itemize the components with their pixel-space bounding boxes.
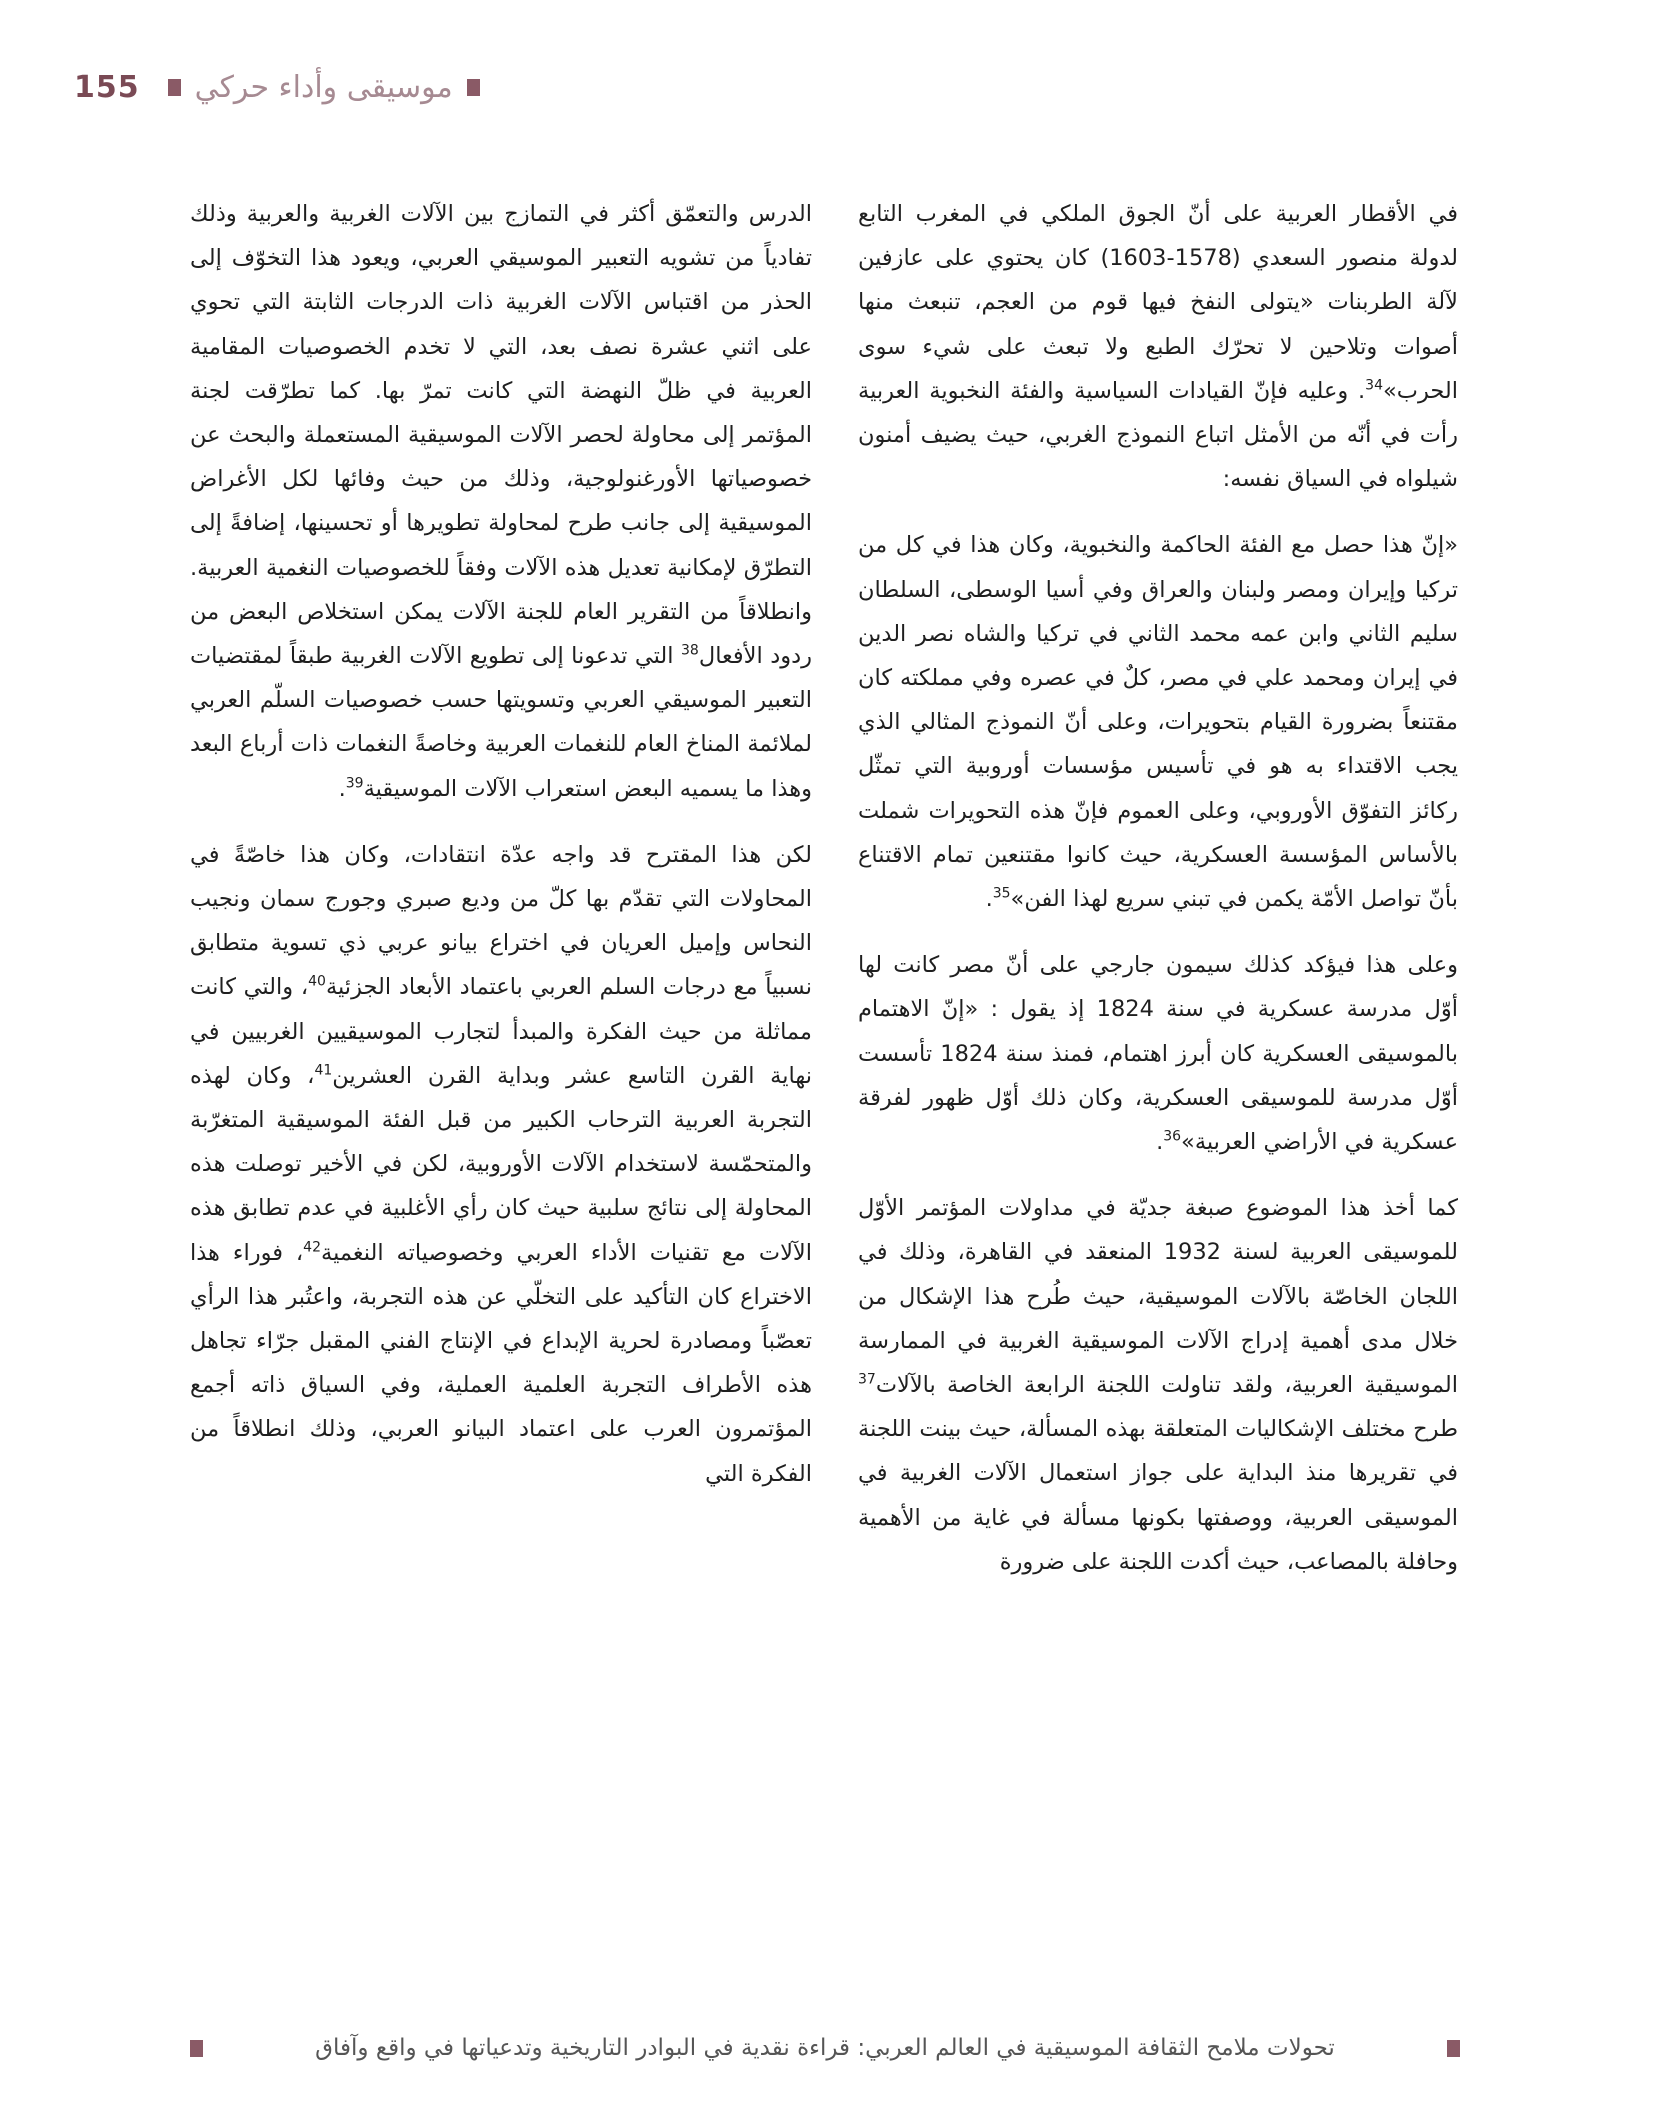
square-bullet-icon [168, 79, 181, 96]
footnote-ref: 42 [303, 1239, 321, 1256]
paragraph: الدرس والتعمّق أكثر في التمازج بين الآلات الغربية والعربية وذلك تفادياً من تشويه التعبير الموسيقي العربي، ويعود هذا التخوّف إلى الحذر من اقتباس الآلات الغربية ذات الدرجات الثابتة التي تحوي على اثني عشرة نصف بعد، التي لا تخدم الخصوصيات المقامية العربية في ظلّ النهضة التي كانت تمرّ بها. كما تطرّقت لجنة المؤتمر إلى محاولة لحصر الآلات الموسيقية المستعملة والبحث عن خصوصياتها الأورغنولوجية، وذلك من حيث وفائها لكل الأغراض الموسيقية إلى جانب طرح لمحاولة تطويرها أو تحسينها، إضافةً إلى التطرّق لإمكانية تعديل هذه الآلات وفقاً للخصوصيات النغمية العربية. وانطلاقاً من التقرير العام للجنة الآلات يمكن استخلاص البعض من ردود الأفعال$^{38}$ التي تدعونا إلى تطويع الآلات الغربية طبقاً لمقتضيات التعبير الموسيقي العربي وتسويتها حسب خصوصيات السلّم العربي لملائمة المناخ العام للنغمات العربية وخاصةً النغمات ذات أرباع البعد وهذا ما يسميه البعض استعراب الآلات الموسيقية$^{39}$. [190, 201, 812, 802]
footnote-ref: 39 [345, 775, 364, 792]
paragraph: كما أخذ هذا الموضوع صبغة جديّة في مداولات المؤتمر الأوّل للموسيقى العربية لسنة 1932 المنعقد في القاهرة، وذلك في اللجان الخاصّة بالآلات الموسيقية، حيث طُرح هذا الإشكال من خلال مدى أهمية إدراج الآلات الموسيقية الغربية في الممارسة الموسيقية العربية، ولقد تناولت اللجنة الرابعة الخاصة بالآلات$^{37}$ طرح مختلف الإشكاليات المتعلقة بهذه المسألة، حيث بينت اللجنة في تقريرها منذ البداية على جواز استعمال الآلات الغربية في الموسيقى العربية، ووصفتها بكونها مسألة في غاية من الأهمية وحافلة بالمصاعب، حيث أكدت اللجنة على ضرورة [858, 1195, 1458, 1575]
page-footer [190, 2030, 1460, 2066]
square-bullet-icon [1447, 2040, 1460, 2057]
quote-paragraph: «إنّ هذا حصل مع الفئة الحاكمة والنخبوية، وكان هذا في كل من تركيا وإيران ومصر ولبنان والعراق وفي أسيا الوسطى، السلطان سليم الثاني وابن عمه محمد الثاني في تركيا والشاه نصر الدين في إيران ومحمد علي في مصر، كلٌ في عصره وفي مملكته كان مقتنعاً بضرورة القيام بتحويرات، وعلى أنّ النموذج المثالي الذي يجب الاقتداء به هو في تأسيس مؤسسات أوروبية التي تمثّل ركائز التفوّق الأوروبي، وعلى العموم فإنّ هذه التحويرات شملت بالأساس المؤسسة العسكرية، حيث كانوا مقتنعين تمام الاقتناع بأنّ تواصل الأمّة يكمن في تبني سريع لهذا الفن»$^{35}$. [858, 532, 1458, 913]
left-column [190, 192, 812, 1496]
footnote-ref: 34 [1365, 377, 1383, 394]
square-bullet-icon [467, 79, 480, 96]
right-column [858, 192, 1458, 1584]
footnote-ref: 38 [681, 642, 699, 659]
page-header [74, 62, 480, 112]
paragraph: وعلى هذا فيؤكد كذلك سيمون جارجي على أنّ مصر كانت لها أوّل مدرسة عسكرية في سنة 1824 إذ يقول : «إنّ الاهتمام بالموسيقى العسكرية كان أبرز اهتمام، فمنذ سنة 1824 تأسست أوّل مدرسة للموسيقى العسكرية، وكان ذلك أوّل ظهور لفرقة عسكرية في الأراضي العربية»$^{36}$. [858, 952, 1458, 1156]
page-number: 155 [74, 69, 140, 105]
paragraph: لكن هذا المقترح قد واجه عدّة انتقادات، وكان هذا خاصّةً في المحاولات التي تقدّم بها كلّ من وديع صبري وجورج سمان ونجيب النحاس وإميل العريان في اختراع بيانو عربي ذي تسوية متطابق نسبياً مع درجات السلم العربي باعتماد الأبعاد الجزئية$^{40}$، والتي كانت مماثلة من حيث الفكرة والمبدأ لتجارب الموسيقيين الغربيين في نهاية القرن التاسع عشر وبداية القرن العشرين$^{41}$، وكان لهذه التجربة العربية الترحاب الكبير من قبل الفئة الموسيقية المتغرّبة والمتحمّسة لاستخدام الآلات الأوروبية، لكن في الأخير توصلت هذه المحاولة إلى نتائج سلبية حيث كان رأي الأغلبية في عدم تطابق هذه الآلات مع تقنيات الأداء العربي وخصوصياته النغمية$^{42}$، فوراء هذا الاختراع كان التأكيد على التخلّي عن هذه التجربة، واعتُبر هذا الرأي تعصّباً ومصادرة لحرية الإبداع في الإنتاج الفني المقبل جرّاء تجاهل هذه الأطراف التجربة العلمية العملية، وفي السياق ذاته أجمع المؤتمرون العرب على اعتماد البيانو العربي، وذلك انطلاقاً من الفكرة التي [190, 841, 812, 1487]
running-title [168, 70, 480, 105]
footnote-ref: 37 [858, 1371, 876, 1388]
footnote-ref: 36 [1163, 1128, 1182, 1145]
running-title-text: موسيقى وأداء حركي [194, 69, 453, 105]
square-bullet-icon [190, 2040, 203, 2057]
footer-title: تحولات ملامح الثقافة الموسيقية في العالم العربي: قراءة نقدية في البوادر التاريخية وتدعياتها في واقع وآفاق [315, 2035, 1335, 2061]
footnote-ref: 35 [992, 885, 1011, 902]
paragraph: في الأقطار العربية على أنّ الجوق الملكي في المغرب التابع لدولة منصور السعدي (1578-1603) كان يحتوي على عازفين لآلة الطربنات «يتولى النفخ فيها قوم من العجم، تنبعث منها أصوات وتلاحين لا تحرّك الطبع ولا تبعث على شيء سوى الحرب»$^{34}$. وعليه فإنّ القيادات السياسية والفئة النخبوية العربية رأت في أنّه من الأمثل اتباع النموذج الغربي، حيث يضيف أمنون شيلواه في السياق نفسه: [858, 201, 1458, 493]
footnote-ref: 40 [308, 973, 326, 990]
footnote-ref: 41 [314, 1062, 333, 1079]
